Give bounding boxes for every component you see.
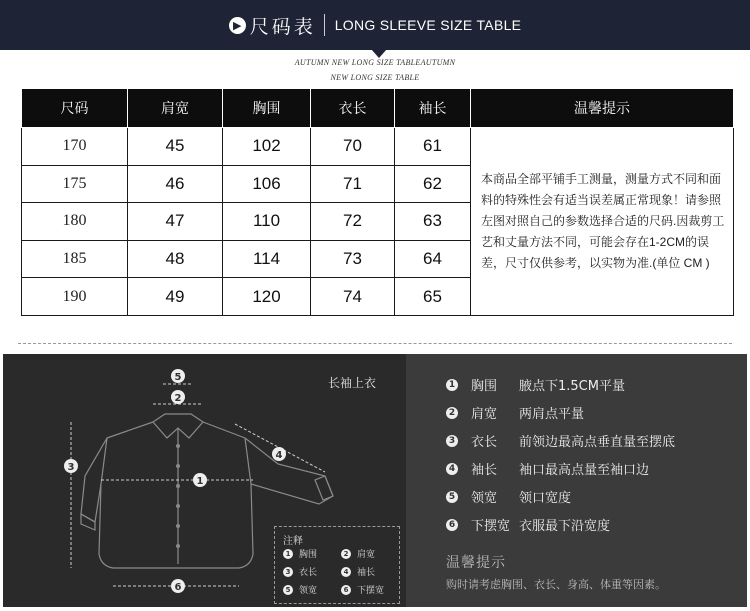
cell-chest: 106 [223,165,311,203]
cell-size: 175 [22,165,128,203]
title-en: LONG SLEEVE SIZE TABLE [334,17,522,33]
legend-item [283,583,317,596]
marker-label: 4 [275,450,283,461]
cell-length: 73 [311,240,395,278]
measurement-name: 下摆宽 [471,519,511,534]
legend-item [341,583,384,596]
legend-item [341,565,375,578]
legend-number: 5 [283,585,293,595]
cell-shoulder: 47 [128,203,223,241]
legend-label: 领宽 [299,586,318,596]
measurement-name: 袖长 [471,463,498,478]
header-size: 尺码 [22,89,128,128]
legend-title: 注释 [283,536,303,547]
measurement-item [446,375,625,394]
measurement-item [446,459,649,478]
legend-item [341,547,375,560]
header-chest: 胸围 [223,89,311,128]
cell-sleeve: 64 [395,240,471,278]
cell-shoulder: 45 [128,128,223,166]
legend-item [283,565,317,578]
measurement-name: 衣长 [471,435,498,450]
legend-label: 下摆宽 [357,586,385,596]
header-length: 衣长 [311,89,395,128]
cell-length: 70 [311,128,395,166]
legend-number: 3 [283,567,293,577]
measurement-number: 3 [446,435,458,447]
legend-label: 袖长 [357,568,376,578]
cell-size: 180 [22,203,128,241]
cell-size: 190 [22,278,128,316]
header-shoulder: 肩宽 [128,89,223,128]
measurement-desc: 袖口最高点量至袖口边 [519,463,650,478]
cell-chest: 102 [223,128,311,166]
title-cn: 尺码表 [249,15,316,38]
marker-label: 2 [174,393,182,404]
header-banner [0,0,750,50]
diagram-panel [3,354,406,607]
cell-size: 170 [22,128,128,166]
table-row [22,128,734,166]
measurement-desc: 领口宽度 [519,491,572,506]
tips-note: 本商品全部平铺手工测量，测量方式不同和面料的特殊性会有适当误差属正常现象！请参照左图对照自己的参数选择合适的尺码.因裁剪工艺和丈量方法不同，可能会存在1-2CM的误差，尺寸仅供参考，以实物为准.(单位 CM ) [471,128,734,316]
cell-shoulder: 48 [128,240,223,278]
cell-length: 72 [311,203,395,241]
measurement-item [446,403,584,422]
cell-shoulder: 49 [128,278,223,316]
table-header-row [22,89,734,128]
measurement-number: 2 [446,407,458,419]
measurement-desc: 衣服最下沿宽度 [519,519,611,534]
measurement-desc: 两肩点平量 [519,407,585,422]
header-tips: 温馨提示 [471,89,734,128]
cell-length: 71 [311,165,395,203]
cell-sleeve: 63 [395,203,471,241]
marker-label: 3 [67,462,75,473]
cell-chest: 110 [223,203,311,241]
measurement-name: 肩宽 [471,407,498,422]
measurement-item [446,431,675,450]
cell-chest: 120 [223,278,311,316]
cell-size: 185 [22,240,128,278]
cell-sleeve: 61 [395,128,471,166]
cell-sleeve: 65 [395,278,471,316]
size-table [21,88,734,316]
cell-length: 74 [311,278,395,316]
header-notch [371,49,387,58]
cell-shoulder: 46 [128,165,223,203]
legend-number: 2 [341,549,351,559]
legend-number: 4 [341,567,351,577]
legend-item [283,547,317,560]
marker-label: 6 [174,582,182,593]
arrow-circle-icon: ▶ [229,17,246,34]
measurement-desc: 前领边最高点垂直量至摆底 [519,435,676,450]
measurement-number: 4 [446,463,458,475]
legend-label: 衣长 [299,568,318,578]
legend-label: 肩宽 [357,550,376,560]
measurement-number: 1 [446,379,458,391]
measurement-name: 领宽 [471,491,498,506]
subtitle-line2: NEW LONG SIZE TABLE [330,73,420,82]
tips-title: 温馨提示 [446,555,506,571]
measurement-item [446,487,571,506]
measurement-guide [406,354,747,607]
measurement-section [3,354,747,607]
legend-label: 胸围 [299,550,318,560]
title-divider [324,14,325,36]
measurement-desc: 腋点下1.5CM平量 [519,379,625,394]
dashed-divider [18,343,732,344]
marker-label: 1 [196,476,204,487]
measurement-number: 6 [446,519,458,531]
diagram-title: 长袖上衣 [328,376,377,390]
marker-label: 5 [174,372,182,383]
cell-chest: 114 [223,240,311,278]
measurement-item [446,515,610,534]
tips-text: 购时请考虑胸围、衣长、身高、体重等因素。 [446,578,666,591]
legend-number: 1 [283,549,293,559]
measurement-name: 胸围 [471,379,498,394]
measurement-number: 5 [446,491,458,503]
legend-number: 6 [341,585,351,595]
subtitle-line1: AUTUMN NEW LONG SIZE TABLEAUTUMN [294,58,456,67]
header-sleeve: 袖长 [395,89,471,128]
cell-sleeve: 62 [395,165,471,203]
legend-box [274,526,400,604]
